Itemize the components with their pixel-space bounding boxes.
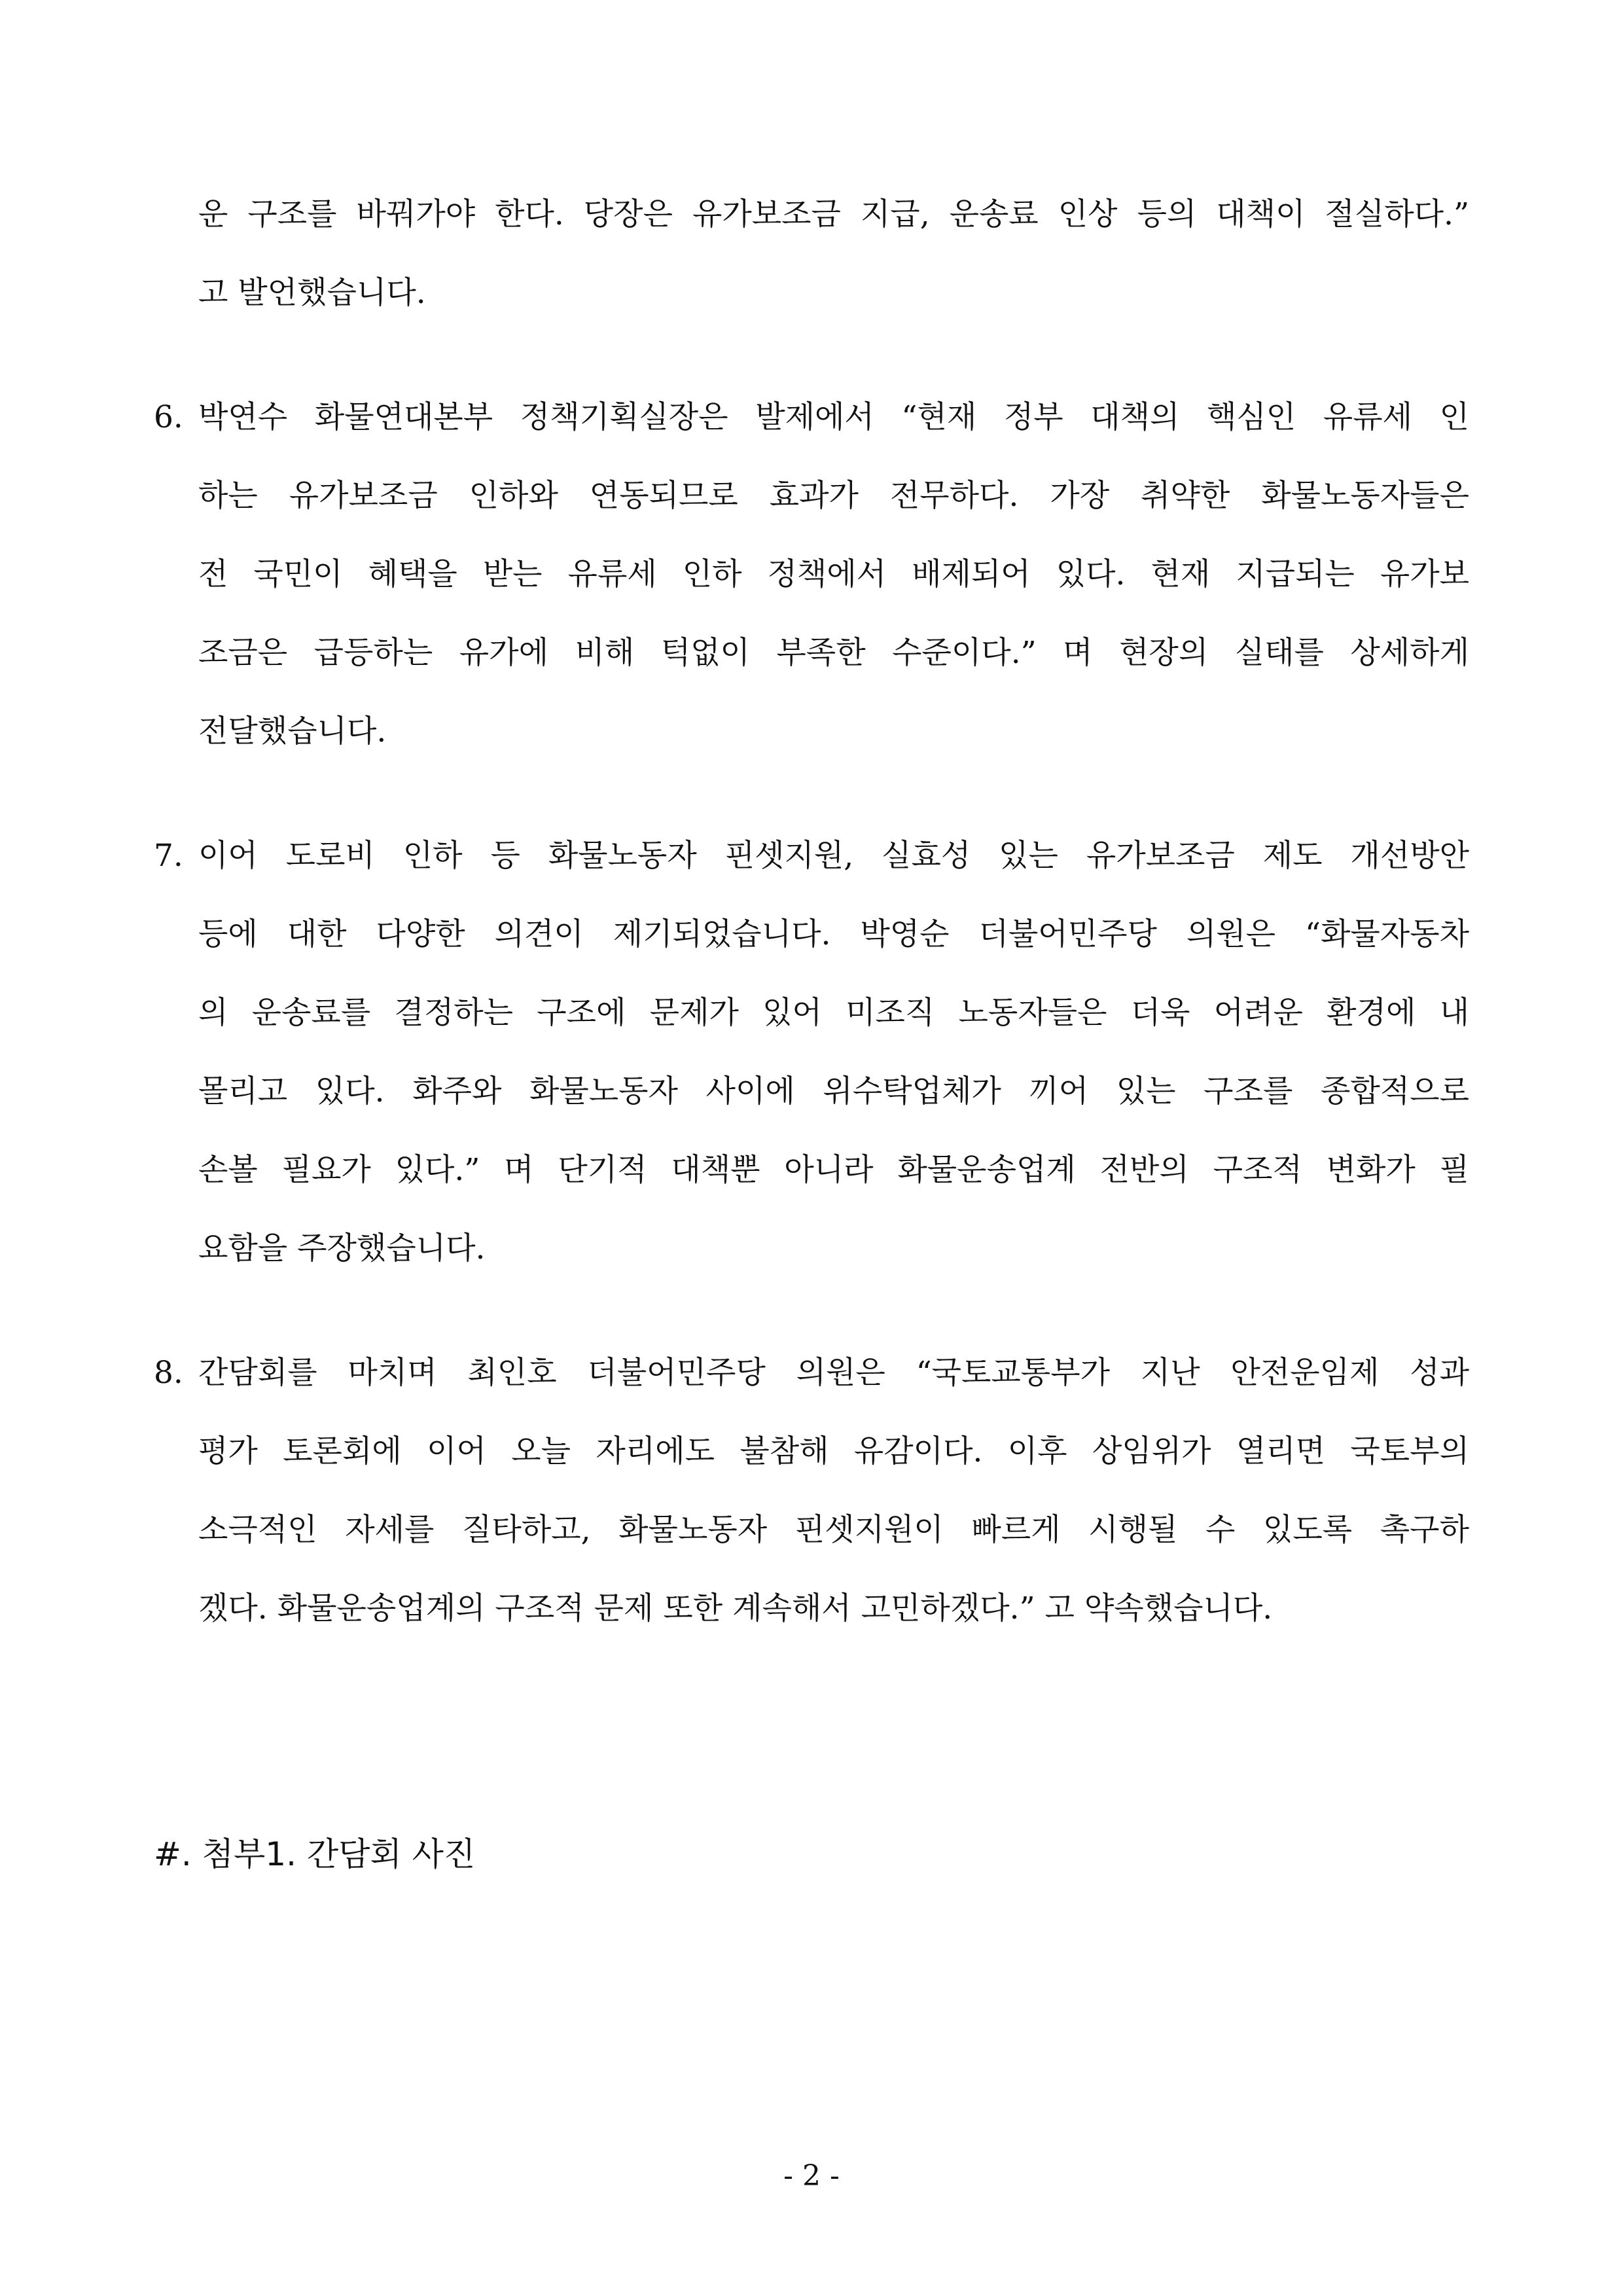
item-line: 박연수 화물연대본부 정책기획실장은 발제에서 “현재 정부 대책의 핵심인 유류세 인 <box>198 399 1469 435</box>
list-item <box>154 1334 1469 1648</box>
item-line: 조금은 급등하는 유가에 비해 턱없이 부족한 수준이다.” 며 현장의 실태를 상세하게 <box>198 635 1469 671</box>
item-number: 7. <box>154 838 183 874</box>
item-line: 몰리고 있다. 화주와 화물노동자 사이에 위수탁업체가 끼어 있는 구조를 종합적으로 <box>198 1073 1469 1109</box>
item-line: 겠다. 화물운송업계의 구조적 문제 또한 계속해서 고민하겠다.” 고 약속했습니다. <box>198 1590 1273 1626</box>
intro-line: 운 구조를 바꿔가야 한다. 당장은 유가보조금 지급, 운송료 인상 등의 대책이 절실하다.” <box>198 196 1469 232</box>
item-line: 의 운송료를 결정하는 구조에 문제가 있어 미조직 노동자들은 더욱 어려운 환경에 내 <box>198 995 1469 1031</box>
item-line: 등에 대한 다양한 의견이 제기되었습니다. 박영순 더불어민주당 의원은 “화물자동차 <box>198 916 1469 952</box>
item-line: 손볼 필요가 있다.” 며 단기적 대책뿐 아니라 화물운송업계 전반의 구조적 변화가 필 <box>198 1152 1469 1188</box>
item-line: 전 국민이 혜택을 받는 유류세 인하 정책에서 배제되어 있다. 현재 지급되는 유가보 <box>198 556 1469 592</box>
item-line: 평가 토론회에 이어 오늘 자리에도 불참해 유감이다. 이후 상임위가 열리면 국토부의 <box>198 1433 1469 1469</box>
item-line: 소극적인 자세를 질타하고, 화물노동자 핀셋지원이 빠르게 시행될 수 있도록 촉구하 <box>198 1512 1469 1548</box>
list-item <box>154 378 1469 771</box>
attachment-heading: #. 첨부1. 간담회 사진 <box>154 1835 476 1873</box>
list-item <box>154 817 1469 1288</box>
item-line: 요함을 주장했습니다. <box>198 1230 486 1266</box>
item-line: 이어 도로비 인하 등 화물노동자 핀셋지원, 실효성 있는 유가보조금 제도 개선방안 <box>198 838 1469 874</box>
item-line: 간담회를 마치며 최인호 더불어민주당 의원은 “국토교통부가 지난 안전운임제 성과 <box>198 1355 1469 1391</box>
intro-paragraph <box>154 175 1469 332</box>
item-line: 하는 유가보조금 인하와 연동되므로 효과가 전무하다. 가장 취약한 화물노동자들은 <box>198 478 1469 514</box>
item-number: 8. <box>154 1355 183 1391</box>
document-body <box>154 175 1469 1890</box>
item-number: 6. <box>154 399 183 435</box>
intro-line: 고 발언했습니다. <box>198 275 426 311</box>
item-line: 전달했습니다. <box>198 713 387 749</box>
page-number: - 2 - <box>783 2159 840 2193</box>
